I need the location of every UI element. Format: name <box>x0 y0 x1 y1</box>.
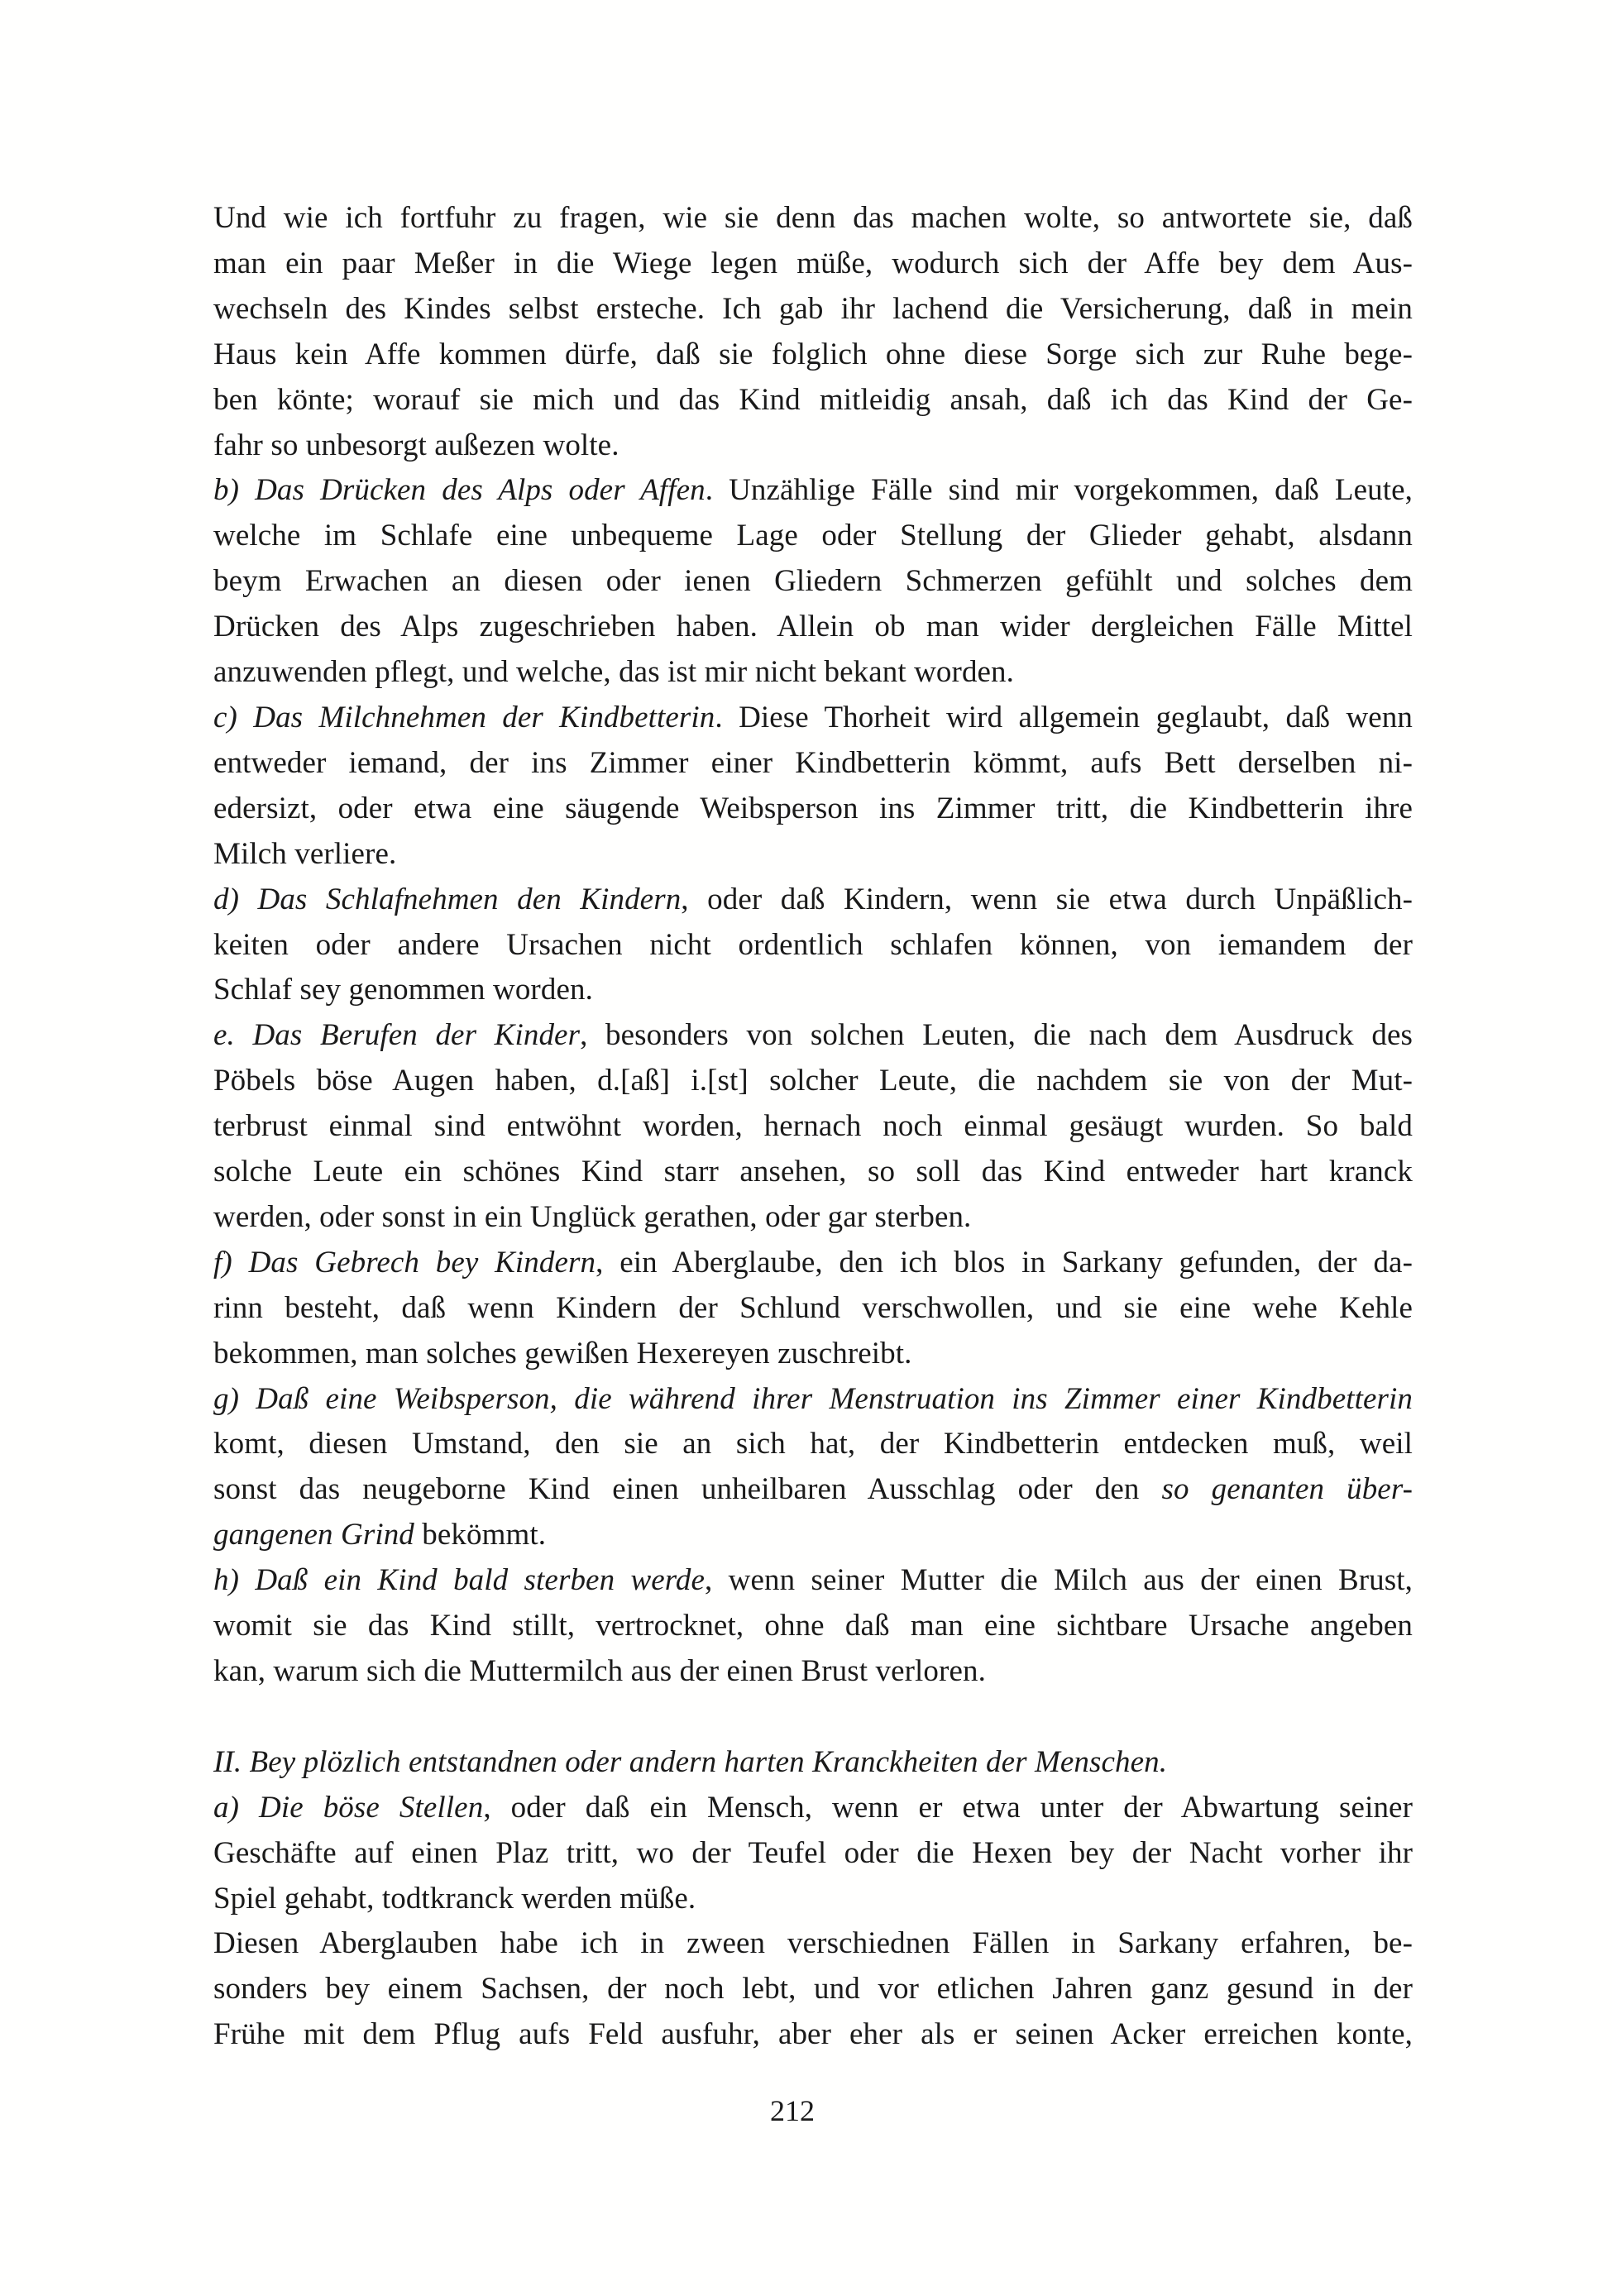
para-kindeswechsel-continuation <box>213 196 1413 468</box>
text-line: entweder iemand, der ins Zimmer einer Kindbetterin kömmt, aufs Bett derselben ni- <box>213 745 1413 780</box>
text-line: komt, diesen Umstand, den sie an sich hat, der Kindbetterin entdecken muß, weil <box>213 1427 1413 1461</box>
text-line: II. Bey plözlich entstandnen oder andern harten Kranckheiten der Menschen. <box>213 1744 1168 1779</box>
text-line: g) Daß eine Weibsperson, die während ihrer Menstruation ins Zimmer einer Kindbetterin <box>213 1381 1413 1416</box>
text-line: edersizt, oder etwa eine säugende Weibsperson ins Zimmer tritt, die Kindbetterin ihre <box>213 791 1413 825</box>
text-line: Diesen Aberglauben habe ich in zween verschiednen Fällen in Sarkany erfahren, be- <box>213 1926 1413 1961</box>
text-line: d) Das Schlafnehmen den Kindern, oder daß Kindern, wenn sie etwa durch Unpäßlich- <box>213 882 1413 916</box>
text-line: wechseln des Kindes selbst ersteche. Ich gab ihr lachend die Versicherung, daß in mein <box>213 291 1413 326</box>
text-line: Haus kein Affe kommen dürfe, daß sie folglich ohne diese Sorge sich zur Ruhe bege- <box>213 337 1413 371</box>
item-g-weibsperson-menstruation <box>213 1377 1413 1559</box>
text-line: e. Das Berufen der Kinder, besonders von solchen Leuten, die nach dem Ausdruck des <box>213 1018 1413 1053</box>
text-line: Milch verliere. <box>213 836 397 871</box>
text-block <box>213 196 1413 2058</box>
text-line: beym Erwachen an diesen oder ienen Gliedern Schmerzen gefühlt und solches dem <box>213 564 1413 599</box>
text-line: b) Das Drücken des Alps oder Affen. Unzählige Fälle sind mir vorgekommen, daß Leute, <box>213 473 1413 508</box>
para-diesen-aberglauben <box>213 1921 1413 2058</box>
text-line: f) Das Gebrech bey Kindern, ein Aberglaube, den ich blos in Sarkany gefunden, der da- <box>213 1245 1413 1280</box>
item-e-das-berufen <box>213 1013 1413 1241</box>
heading-section-ii <box>213 1740 1413 1786</box>
text-line: Und wie ich fortfuhr zu fragen, wie sie denn das machen wolte, so antwortete sie, daß <box>213 201 1413 235</box>
text-line: h) Daß ein Kind bald sterben werde, wenn seiner Mutter die Milch aus der einen Brust, <box>213 1563 1413 1598</box>
text-line: Drücken des Alps zugeschrieben haben. Allein ob man wider dergleichen Fälle Mittel <box>213 610 1413 644</box>
text-line: welche im Schlafe eine unbequeme Lage oder Stellung der Glieder gehabt, alsdann <box>213 519 1413 553</box>
item-b-das-druecken-des-alps <box>213 468 1413 696</box>
text-line: Schlaf sey genommen worden. <box>213 973 593 1007</box>
text-line: werden, oder sonst in ein Unglück gerathen, oder gar sterben. <box>213 1199 972 1234</box>
text-line: Spiel gehabt, todtkranck werden müße. <box>213 1881 696 1916</box>
text-line: bekommen, man solches gewißen Hexereyen zuschreibt. <box>213 1336 912 1370</box>
item-a-die-boese-stellen <box>213 1786 1413 1922</box>
item-d-das-schlafnehmen <box>213 878 1413 1014</box>
text-line: man ein paar Meßer in die Wiege legen müße, wodurch sich der Affe bey dem Aus- <box>213 246 1413 280</box>
text-line: a) Die böse Stellen, oder daß ein Mensch, wenn er etwa unter der Abwartung seiner <box>213 1790 1413 1825</box>
text-line: sonders bey einem Sachsen, der noch lebt, und vor etlichen Jahren ganz gesund in der <box>213 1972 1413 2007</box>
page-number: 212 <box>770 2094 815 2127</box>
text-line: Pöbels böse Augen haben, d.[aß] i.[st] solcher Leute, die nachdem sie von der Mut- <box>213 1064 1413 1098</box>
text-line: gangenen Grind bekömmt. <box>213 1518 547 1552</box>
text-line: Geschäfte auf einen Plaz tritt, wo der Teufel oder die Hexen bey der Nacht vorher ihr <box>213 1835 1413 1870</box>
text-line: anzuwenden pflegt, und welche, das ist mir nicht bekant worden. <box>213 655 1015 690</box>
text-line: c) Das Milchnehmen der Kindbetterin. Diese Thorheit wird allgemein geglaubt, daß wenn <box>213 700 1413 734</box>
text-line: terbrust einmal sind entwöhnt worden, hernach noch einmal gesäugt wurden. So bald <box>213 1109 1413 1144</box>
text-line: solche Leute ein schönes Kind starr ansehen, so soll das Kind entweder hart kranck <box>213 1155 1413 1189</box>
text-line: fahr so unbesorgt außezen wolte. <box>213 428 619 462</box>
text-line: Frühe mit dem Pflug aufs Feld ausfuhr, aber eher als er seinen Acker erreichen konte, <box>213 2017 1413 2052</box>
text-line: kan, warum sich die Muttermilch aus der einen Brust verloren. <box>213 1654 986 1688</box>
text-line: womit sie das Kind stillt, vertrocknet, ohne daß man eine sichtbare Ursache angeben <box>213 1609 1413 1643</box>
text-line: ben könte; worauf sie mich und das Kind mitleidig ansah, daß ich das Kind der Ge- <box>213 382 1413 417</box>
text-line: rinn besteht, daß wenn Kindern der Schlund verschwollen, und sie eine wehe Kehle <box>213 1290 1413 1325</box>
text-line: sonst das neugeborne Kind einen unheilbaren Ausschlag oder den so genanten über- <box>213 1472 1413 1507</box>
text-line: keiten oder andere Ursachen nicht ordentlich schlafen können, von iemandem der <box>213 927 1413 962</box>
item-c-das-milchnehmen <box>213 696 1413 878</box>
item-h-kind-bald-sterben <box>213 1558 1413 1695</box>
item-f-das-gebrech <box>213 1241 1413 1377</box>
